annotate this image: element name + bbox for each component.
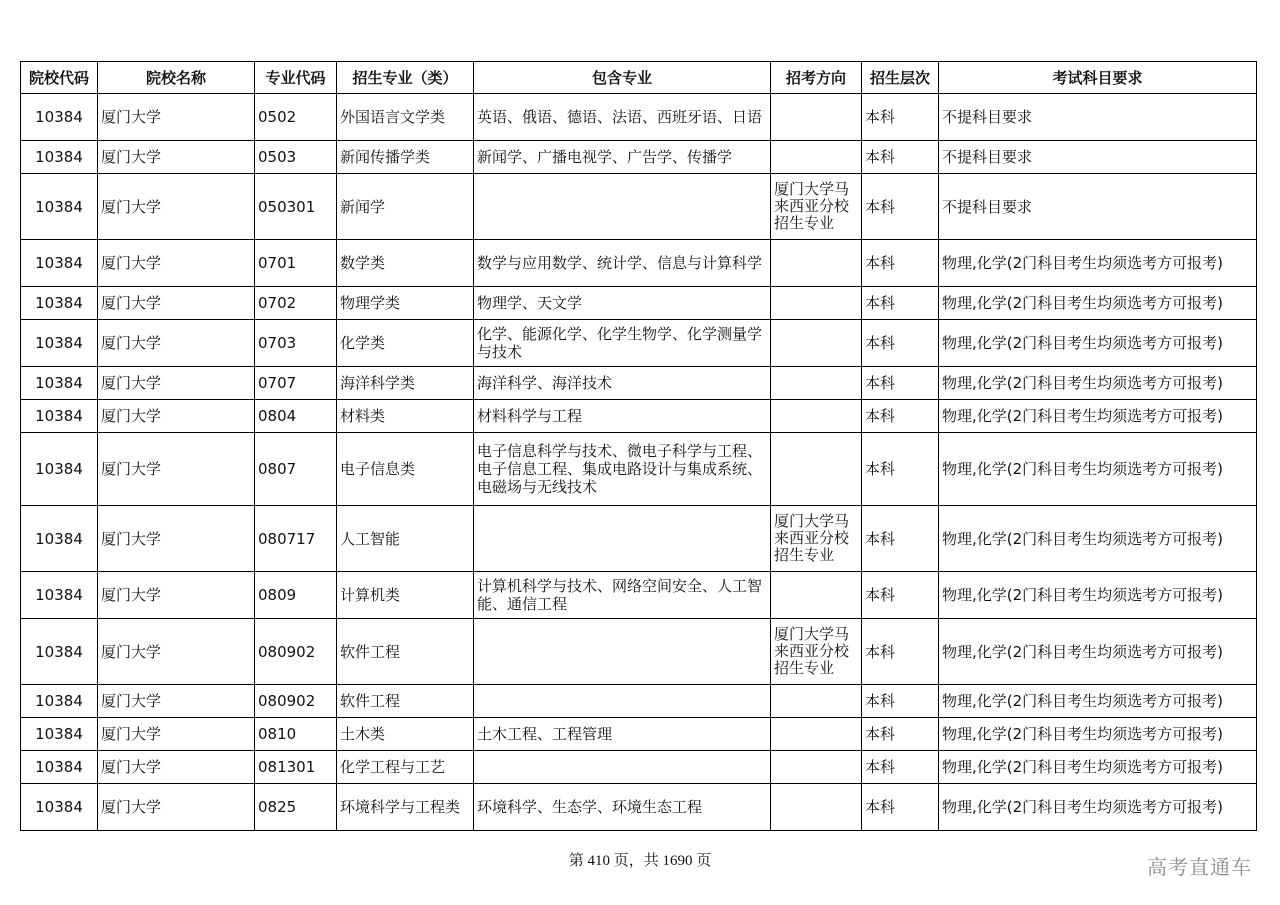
cell-level: 本科	[862, 240, 939, 287]
cell-subject-requirements: 物理,化学(2门科目考生均须选考方可报考)	[939, 287, 1257, 320]
cell-direction	[771, 433, 862, 506]
table-row	[21, 94, 1257, 141]
cell-school-name: 厦门大学	[98, 174, 255, 240]
header-major-code: 专业代码	[255, 62, 337, 94]
cell-level: 本科	[862, 685, 939, 718]
cell-level: 本科	[862, 400, 939, 433]
cell-major: 新闻传播学类	[337, 141, 474, 174]
cell-direction	[771, 400, 862, 433]
table-row	[21, 784, 1257, 831]
cell-included-majors: 数学与应用数学、统计学、信息与计算科学	[474, 240, 771, 287]
cell-major-code: 0702	[255, 287, 337, 320]
table-header-row	[21, 62, 1257, 94]
cell-level: 本科	[862, 320, 939, 367]
page-number: 第 410 页，共 1690 页	[568, 853, 712, 869]
cell-school-name: 厦门大学	[98, 433, 255, 506]
cell-level: 本科	[862, 751, 939, 784]
cell-level: 本科	[862, 433, 939, 506]
cell-school-code: 10384	[21, 619, 98, 685]
cell-school-code: 10384	[21, 572, 98, 619]
cell-direction	[771, 784, 862, 831]
cell-school-code: 10384	[21, 400, 98, 433]
cell-subject-requirements: 物理,化学(2门科目考生均须选考方可报考)	[939, 320, 1257, 367]
cell-included-majors: 计算机科学与技术、网络空间安全、人工智能、通信工程	[474, 572, 771, 619]
cell-school-name: 厦门大学	[98, 240, 255, 287]
cell-direction: 厦门大学马来西亚分校招生专业	[771, 506, 862, 572]
cell-school-code: 10384	[21, 506, 98, 572]
table-row	[21, 240, 1257, 287]
cell-school-name: 厦门大学	[98, 400, 255, 433]
cell-school-name: 厦门大学	[98, 685, 255, 718]
table-row	[21, 320, 1257, 367]
cell-major-code: 0701	[255, 240, 337, 287]
cell-major: 化学类	[337, 320, 474, 367]
cell-included-majors	[474, 685, 771, 718]
cell-major: 新闻学	[337, 174, 474, 240]
cell-school-name: 厦门大学	[98, 572, 255, 619]
cell-direction	[771, 572, 862, 619]
cell-school-code: 10384	[21, 784, 98, 831]
header-school-name: 院校名称	[98, 62, 255, 94]
cell-subject-requirements: 物理,化学(2门科目考生均须选考方可报考)	[939, 367, 1257, 400]
cell-major: 计算机类	[337, 572, 474, 619]
cell-school-code: 10384	[21, 174, 98, 240]
cell-included-majors: 电子信息科学与技术、微电子科学与工程、电子信息工程、集成电路设计与集成系统、电磁场与无线技术	[474, 433, 771, 506]
cell-included-majors	[474, 506, 771, 572]
admissions-table	[20, 61, 1257, 831]
table-row	[21, 572, 1257, 619]
cell-major-code: 0502	[255, 94, 337, 141]
table-body	[21, 94, 1257, 831]
header-major: 招生专业（类）	[337, 62, 474, 94]
cell-level: 本科	[862, 141, 939, 174]
cell-major: 材料类	[337, 400, 474, 433]
cell-included-majors: 环境科学、生态学、环境生态工程	[474, 784, 771, 831]
cell-school-name: 厦门大学	[98, 506, 255, 572]
cell-subject-requirements: 物理,化学(2门科目考生均须选考方可报考)	[939, 506, 1257, 572]
table-row	[21, 718, 1257, 751]
table-row	[21, 400, 1257, 433]
cell-direction	[771, 367, 862, 400]
cell-school-code: 10384	[21, 141, 98, 174]
cell-subject-requirements: 物理,化学(2门科目考生均须选考方可报考)	[939, 784, 1257, 831]
table-row	[21, 367, 1257, 400]
cell-school-code: 10384	[21, 685, 98, 718]
cell-level: 本科	[862, 784, 939, 831]
table-row	[21, 619, 1257, 685]
cell-school-name: 厦门大学	[98, 718, 255, 751]
header-level: 招生层次	[862, 62, 939, 94]
cell-level: 本科	[862, 367, 939, 400]
cell-subject-requirements: 物理,化学(2门科目考生均须选考方可报考)	[939, 240, 1257, 287]
cell-subject-requirements: 物理,化学(2门科目考生均须选考方可报考)	[939, 751, 1257, 784]
cell-school-code: 10384	[21, 367, 98, 400]
cell-school-name: 厦门大学	[98, 320, 255, 367]
cell-school-code: 10384	[21, 751, 98, 784]
cell-included-majors: 海洋科学、海洋技术	[474, 367, 771, 400]
cell-school-name: 厦门大学	[98, 619, 255, 685]
cell-major-code: 080717	[255, 506, 337, 572]
cell-included-majors: 物理学、天文学	[474, 287, 771, 320]
cell-subject-requirements: 物理,化学(2门科目考生均须选考方可报考)	[939, 433, 1257, 506]
cell-major: 软件工程	[337, 619, 474, 685]
cell-school-name: 厦门大学	[98, 141, 255, 174]
cell-school-code: 10384	[21, 287, 98, 320]
cell-major-code: 081301	[255, 751, 337, 784]
cell-school-name: 厦门大学	[98, 287, 255, 320]
cell-included-majors: 英语、俄语、德语、法语、西班牙语、日语	[474, 94, 771, 141]
cell-level: 本科	[862, 174, 939, 240]
cell-subject-requirements: 物理,化学(2门科目考生均须选考方可报考)	[939, 572, 1257, 619]
cell-school-name: 厦门大学	[98, 94, 255, 141]
cell-school-code: 10384	[21, 240, 98, 287]
watermark-text: 高考直通车	[1147, 855, 1252, 879]
cell-major: 环境科学与工程类	[337, 784, 474, 831]
cell-major: 外国语言文学类	[337, 94, 474, 141]
cell-school-name: 厦门大学	[98, 367, 255, 400]
cell-school-code: 10384	[21, 433, 98, 506]
header-school-code: 院校代码	[21, 62, 98, 94]
cell-level: 本科	[862, 287, 939, 320]
cell-included-majors: 新闻学、广播电视学、广告学、传播学	[474, 141, 771, 174]
cell-direction	[771, 240, 862, 287]
cell-direction	[771, 287, 862, 320]
cell-direction	[771, 320, 862, 367]
cell-major-code: 0810	[255, 718, 337, 751]
cell-subject-requirements: 不提科目要求	[939, 174, 1257, 240]
cell-major: 人工智能	[337, 506, 474, 572]
cell-major-code: 050301	[255, 174, 337, 240]
cell-included-majors: 化学、能源化学、化学生物学、化学测量学与技术	[474, 320, 771, 367]
cell-direction	[771, 718, 862, 751]
cell-level: 本科	[862, 619, 939, 685]
table-row	[21, 174, 1257, 240]
cell-major: 物理学类	[337, 287, 474, 320]
cell-major: 海洋科学类	[337, 367, 474, 400]
cell-level: 本科	[862, 572, 939, 619]
cell-major-code: 080902	[255, 619, 337, 685]
cell-level: 本科	[862, 94, 939, 141]
cell-included-majors	[474, 174, 771, 240]
cell-level: 本科	[862, 718, 939, 751]
cell-included-majors	[474, 619, 771, 685]
table-row	[21, 141, 1257, 174]
cell-level: 本科	[862, 506, 939, 572]
cell-major-code: 0703	[255, 320, 337, 367]
table-row	[21, 433, 1257, 506]
header-subject-requirements: 考试科目要求	[939, 62, 1257, 94]
cell-school-code: 10384	[21, 320, 98, 367]
cell-major-code: 0807	[255, 433, 337, 506]
cell-major-code: 0825	[255, 784, 337, 831]
cell-major: 数学类	[337, 240, 474, 287]
table-row	[21, 751, 1257, 784]
cell-direction: 厦门大学马来西亚分校招生专业	[771, 174, 862, 240]
cell-major: 土木类	[337, 718, 474, 751]
cell-included-majors	[474, 751, 771, 784]
cell-subject-requirements: 不提科目要求	[939, 141, 1257, 174]
cell-major-code: 0707	[255, 367, 337, 400]
cell-school-code: 10384	[21, 94, 98, 141]
table-row	[21, 506, 1257, 572]
cell-major: 化学工程与工艺	[337, 751, 474, 784]
cell-subject-requirements: 物理,化学(2门科目考生均须选考方可报考)	[939, 718, 1257, 751]
cell-included-majors: 土木工程、工程管理	[474, 718, 771, 751]
cell-school-name: 厦门大学	[98, 751, 255, 784]
header-direction: 招考方向	[771, 62, 862, 94]
cell-subject-requirements: 物理,化学(2门科目考生均须选考方可报考)	[939, 619, 1257, 685]
cell-direction: 厦门大学马来西亚分校招生专业	[771, 619, 862, 685]
cell-school-code: 10384	[21, 718, 98, 751]
cell-subject-requirements: 物理,化学(2门科目考生均须选考方可报考)	[939, 400, 1257, 433]
cell-major: 电子信息类	[337, 433, 474, 506]
cell-major-code: 0804	[255, 400, 337, 433]
cell-included-majors: 材料科学与工程	[474, 400, 771, 433]
cell-major-code: 080902	[255, 685, 337, 718]
cell-direction	[771, 685, 862, 718]
table-row	[21, 685, 1257, 718]
cell-subject-requirements: 物理,化学(2门科目考生均须选考方可报考)	[939, 685, 1257, 718]
cell-major: 软件工程	[337, 685, 474, 718]
cell-major-code: 0503	[255, 141, 337, 174]
cell-subject-requirements: 不提科目要求	[939, 94, 1257, 141]
table-row	[21, 287, 1257, 320]
header-included-majors: 包含专业	[474, 62, 771, 94]
cell-direction	[771, 94, 862, 141]
cell-major-code: 0809	[255, 572, 337, 619]
cell-school-name: 厦门大学	[98, 784, 255, 831]
cell-direction	[771, 141, 862, 174]
cell-direction	[771, 751, 862, 784]
